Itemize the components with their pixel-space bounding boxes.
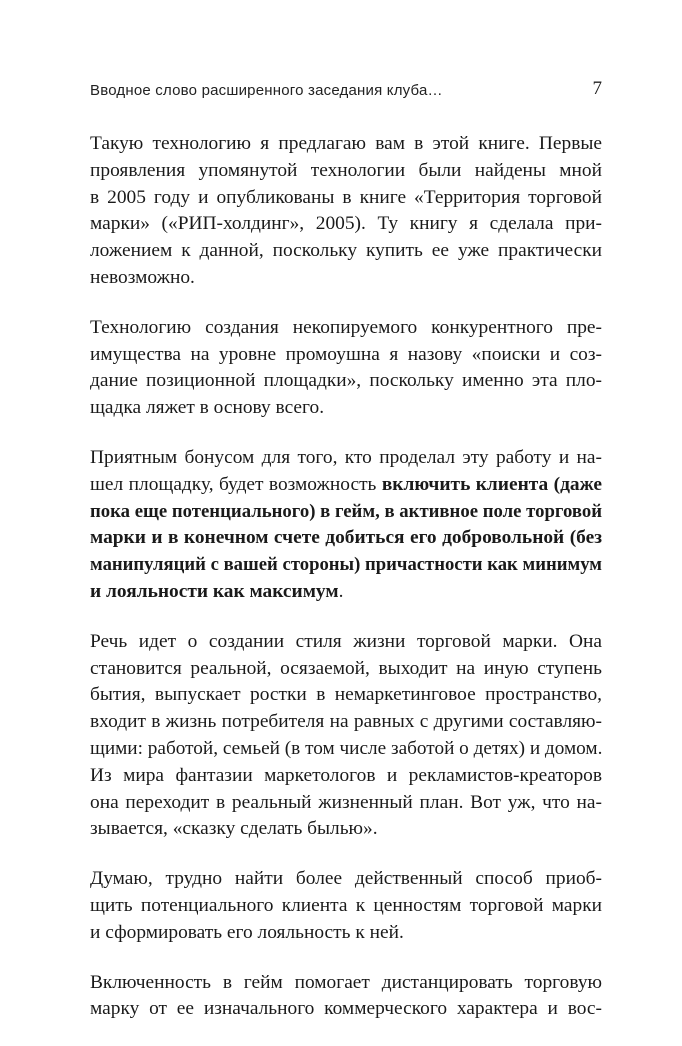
text-line <box>90 629 602 656</box>
text-run: Технологию создания некопируемого конкурентного пре- <box>90 316 602 338</box>
text-line <box>90 996 602 1023</box>
page-number: 7 <box>592 78 602 99</box>
text-run: щадка ляжет в основу всего. <box>90 397 325 419</box>
text-line <box>90 893 602 920</box>
text-line <box>90 763 602 790</box>
text-run: бытия, выпускает ростки в немаркетинговое пространство, <box>90 684 602 706</box>
text-line <box>90 970 602 997</box>
text-run: дание позиционной площадки», поскольку именно эта пло- <box>90 370 602 392</box>
text-line <box>90 395 602 422</box>
text-line <box>90 866 602 893</box>
bold-text: и лояльности как максимум <box>90 580 339 602</box>
text-run: Из мира фантазии маркетологов и рекламистов-креаторов <box>90 764 602 786</box>
bold-text: манипуляций с вашей стороны) причастности как минимум <box>90 554 602 576</box>
text-run: она переходит в реальный жизненный план. Вот уж, что на- <box>90 791 602 813</box>
text-run: . <box>338 580 344 602</box>
text-run: Думаю, трудно найти более действенный способ приоб- <box>90 868 602 890</box>
text-line <box>90 816 602 843</box>
text-run: шел площадку, будет возможность <box>90 473 382 495</box>
body-text <box>90 131 602 1046</box>
paragraph <box>90 629 602 843</box>
text-run: щить потенциального клиента к ценностям торговой марки <box>90 894 602 916</box>
text-line <box>90 552 602 579</box>
text-run: марки» («РИП-холдинг», 2005). Ту книгу я сделала при- <box>90 213 602 235</box>
text-line <box>90 472 602 499</box>
text-run: Речь идет о создании стиля жизни торговой марки. Она <box>90 630 602 652</box>
text-line <box>90 315 602 342</box>
text-line <box>90 579 602 606</box>
text-line <box>90 682 602 709</box>
text-line <box>90 736 602 763</box>
bold-text: включить клиента (даже <box>381 473 602 495</box>
text-run: в 2005 году и опубликованы в книге «Территория торговой <box>90 186 602 208</box>
running-head <box>90 78 602 106</box>
text-line <box>90 211 602 238</box>
text-line <box>90 445 602 472</box>
paragraph <box>90 445 602 606</box>
text-line <box>90 342 602 369</box>
text-line <box>90 920 602 947</box>
text-line <box>90 131 602 158</box>
text-line <box>90 238 602 265</box>
text-run: марку от ее изначального коммерческого характера и вос- <box>90 998 602 1020</box>
text-run: проявления упомянутой технологии были найдены мной <box>90 159 602 181</box>
paragraph <box>90 131 602 292</box>
bold-text: пока еще потенциального) в гейм, в активное поле торговой <box>90 500 602 522</box>
text-line <box>90 656 602 683</box>
text-line <box>90 790 602 817</box>
text-line <box>90 265 602 292</box>
text-run: ложением к данной, поскольку купить ее уже практически <box>90 240 602 262</box>
running-title: Вводное слово расширенного заседания клуба… <box>90 82 443 99</box>
text-run: невозможно. <box>90 266 195 288</box>
text-run: зывается, «сказку сделать былью». <box>90 818 378 840</box>
text-run: щими: работой, семьей (в том числе заботой о детях) и домом. <box>90 737 603 759</box>
text-run: входит в жизнь потребителя на равных с другими составляю- <box>90 711 602 733</box>
text-line <box>90 525 602 552</box>
paragraph <box>90 970 602 1024</box>
text-run: Включенность в гейм помогает дистанцировать торговую <box>90 971 602 993</box>
text-line <box>90 158 602 185</box>
text-run: Приятным бонусом для того, кто проделал эту работу и на- <box>90 446 602 468</box>
text-line <box>90 185 602 212</box>
text-line <box>90 368 602 395</box>
paragraph <box>90 866 602 946</box>
text-run: Такую технологию я предлагаю вам в этой книге. Первые <box>90 133 602 154</box>
text-line <box>90 709 602 736</box>
paragraph <box>90 315 602 422</box>
text-run: имущества на уровне промоушна я назову «поиски и соз- <box>90 343 602 365</box>
text-line <box>90 499 602 526</box>
text-run: и сформировать его лояльность к ней. <box>90 921 404 943</box>
text-run: становится реальной, осязаемой, выходит на иную ступень <box>90 657 602 679</box>
bold-text: марки и в конечном счете добиться его добровольной (без <box>90 527 602 549</box>
